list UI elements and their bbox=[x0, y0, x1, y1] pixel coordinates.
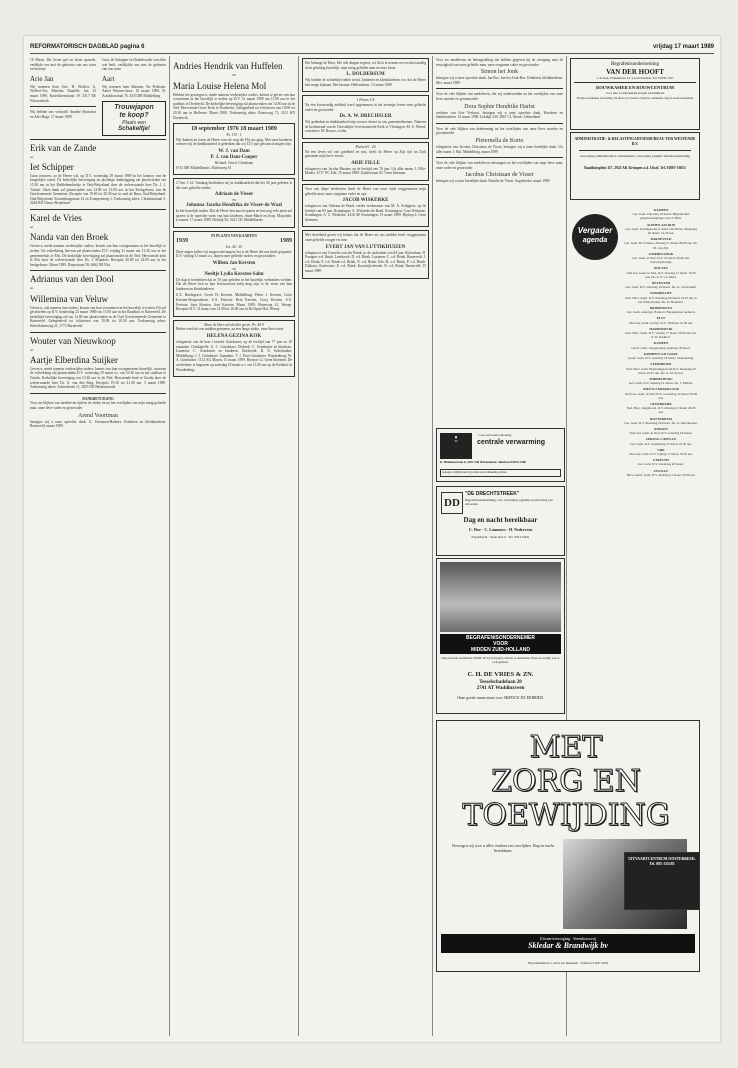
wedding-name: Andries Hendrik van Huffelen bbox=[173, 61, 283, 71]
column-4: Voor uw medeleven en belangstelling dat hebben gegeven bij de overgang naar de eeuwigheid van onze geliefde man, onze zorgzame vader en grootvader Simon het Jonk betuigen wij u onze oprechte dank. Jan Bos. Jan het Jonk-Bos. Kinderen, kleinkinderen. Mei, maart 1989 Voor de vele blijken van medeleven, die wij ondervonden na het overlijden van onze lieve moeder en grootmoeder Dora Sophie Hendrike Harfst weduwe van Arie Verhorst, betuigen wij u onze oprechte dank. Kinderen en kleinkinderen. 15 maart 1989. Lekdijk 330. 2867 CL Nieuw-Lekkerland Voor de vele blijken van deelneming na het overlijden van onze lieve moeder en grootmoeder Pieternella de Korte echtgenote van Jacobus Christiaan de Visser, betuigen wij u onze hartelijke dank. Uit aller naam: J. Bal. Middelburg, maart 1989 Voor de vele blijken van medeleven ontvangen na het overlijden van mijn lieve man, onze vader en grootvader Jacobus Christiaan de Visser betuigen wij u onze hartelijke dank. Familie de Visser. Aagtekerke, maart 1989 bbox=[436, 58, 563, 184]
agenda-place: KAMPEN bbox=[653, 341, 669, 346]
anniversary-notice: 2 Tim. 1:14. Vandaag herdenken wij in dankbaarheid dat het 40 jaar geleden is dat onze geliefde ouders Adriaan de Visser en Johanna Jacoba Hendrika de Visser-de Waal In het huwelijk traden. Dat de Heere hen mocht sparen en hen nog vele jaren zal sparen is de oprechte wens van hun kinderen. Anne-Marie en Joop. Marjolein. Leonard. 17 maart 1989. Hofdijk 56, 3241 CK Middelharnis bbox=[173, 178, 295, 228]
agenda-entry: Ger. Gem. Zondagsschool: Anna van Buren. Maandag 20 maart, 19.30 uur. bbox=[625, 226, 697, 236]
obituary-notice: Voor ons diepe leedwezen heeft de Heere van onze zijde weggenomen mijn geliefde man, onze zorgzame vader en opa JACOB WISKERKE echtgenoot van Adriana de Braal, eerder weduwnaar van M. A. Schippers, op de leeftijd van 85 jaar. Kruiningen: A. Wiskerke-de Braal. Kruiningen: Cora Wiskerke. Kruiningen: A. C. Wiskerke. 4416 AE Kruiningen, 15 maart 1989. Bijdorp 4. Geen bloemen. bbox=[302, 184, 429, 228]
agenda-place: DRIEBERGEN bbox=[649, 306, 673, 311]
agenda-entry: Oud Ger. Gem. in Ned. D.V. dinsdag 21 maart 19.30 uur. Ds. A. P. v.d. Meer. bbox=[626, 270, 696, 279]
column-divider bbox=[432, 56, 433, 1036]
vanderhooft-ad: Begrafenisonderneming VAN DER HOOFT J. de Kok, Prunusstraat 25, 's-Gravenzande. Tel. 01830-1617 ROUWKAMER EN ROUWCENTRUM voor alle voorkomende zorgen beschikbaar Tevens rouwkamer en koeling om thuis op te baren. Overal te ontbieden, dag en nacht bereikbaar. bbox=[570, 58, 700, 130]
obituary-notice: Het behaagt de Heer, Die alle dingen regeert, tot Zich te nemen na een kortstondig doch gelukkig huwelijk, mijn innig geliefde man en onze broer L. DOLDERSUM Wij bidden de achterblijvenden troost, kinderen en kleinkinderen toe, dat de Heere hen moge bijstaan. Het bestuur. Hellendoorn, 15 maart 1989 bbox=[302, 58, 429, 92]
agenda-entry: Ger. Gem. D.V. maandag 20 maart. bbox=[637, 462, 685, 467]
agenda-entry: Ger. Gem. in Ned. D.V. 16 maart 20.00 uur. Jaarvergadering. bbox=[632, 256, 690, 265]
birth-notice-2: Gaat, de Schepper en Onderhouder van alles wat leeft, verblijdde ons met de geboorte van ons zoon Aart Wij noemen hem Maarten. En Probsten. Aartel Prinsen-Jasse. 10 maart 1989. W. Arnoldusstraat 76. 4333 DB Middelburg Trouwjapon te koop? Plaats een Schakeltje! bbox=[102, 58, 166, 136]
agenda-place: OUDERKERK bbox=[650, 401, 672, 406]
agenda-place: RIJSSEN bbox=[654, 426, 668, 431]
agenda-place: NIEUW-LEKKERLAND bbox=[643, 387, 679, 392]
devries-banner: BEGRAFENISONDERNEMER VOOR MIDDEN ZUID-HOLLAND bbox=[440, 634, 561, 654]
birth-notice: 18 Maart. Die leven gaf en leven spaarde, verblijde ons met de geboorte van ons zoon en broertje Arie Jan Wij noemen hem Arie. H. Wolfert. A. Wolfert-Vos. Marieke. Daniëlle. Jan. 13 maart 1989. Kruisbloemstraat 19. 3317 NE Nieuwerkerk Wij hebben ons verloofd: Anneke Bostelaar en Adri Hage. 17 maart 1989 bbox=[30, 58, 96, 119]
obituary-notice: Maar de Heer zal ulieden geven. Ps. 46:9 Heden werd uit ons midden genomen, na een lange ziekte, onze lieve tante HELENA GEZINA KOK echtgenote van de heer Cornelis Grinduizer, op de leeftijd van 77 jaar en 10 maanden. Oostkapelle: G. C. Grinduizer. Dishoek: C. Grinduizer en kinderen. Lunteren: C. Grinduizer en kinderen. Dordrecht: B. N. Schrolanker. Middelburg: J. J. Grinduizer. Zaandam: T. J. Post-Grinduizer. Woudenberg: W. A. Grinduizer. 1114 AG Maarn, 15 maart 1989. Rietsyn 12. Geen bloemen. De overledene is begraven op zaterdag 18 maart a.s. om 11.00 uur op de Kerkhof in Woudenberg. bbox=[173, 320, 295, 377]
agenda-place: LEERBROEK bbox=[650, 362, 672, 367]
agenda-place: MIDDELBURG bbox=[649, 376, 673, 381]
agenda-entry: Oud Ger. Gem. D.V. vrijdag 17 maart 19.30 uur. bbox=[629, 451, 693, 456]
agenda-entry: Ger. Gem. Zaterdag 18 maart: Bijeenkomst jeugdverenigingen. Ds. P. Blok. bbox=[632, 212, 690, 221]
agenda-place: KRIMPEN A/D IJSSEL bbox=[643, 351, 679, 356]
agenda-place: DORDRECHT bbox=[650, 291, 672, 296]
agenda-entry: Oud Ger. Gem. in Ned. D.V. woensdag 22 maart 20.00 uur. bbox=[624, 391, 698, 400]
drechtstreek-logo: DD bbox=[441, 492, 463, 514]
column-divider bbox=[169, 56, 170, 1036]
wedding-name: Wouter van Nieuwkoop bbox=[30, 335, 116, 346]
building-photo bbox=[440, 562, 561, 632]
drechtstreek-ad: DD "DE DRECHTSTREEK" Begrafenisonderneming, voor verzorging, regeling en uitvoering van uitvaarten Dag en nacht bereikbaar C. Wor · C. Lommers · H. Nederveen Papendrecht · Oude Veer 9 · Tel. 078-152941 bbox=[436, 486, 565, 556]
agenda-place: URK bbox=[657, 447, 665, 452]
newspaper-page bbox=[24, 36, 720, 1042]
agenda-place: DEVENTER bbox=[651, 281, 671, 286]
church-agenda-list bbox=[624, 206, 698, 846]
agenda-entry: Oud Ger. Gem. in Ned. D.V. zaterdag 18 maart. bbox=[629, 431, 693, 436]
agenda-entry: Ger. Gem. De Schutse, dinsdag 21 maart 20.00 uur. Ds. M. van Zijl. bbox=[624, 241, 698, 250]
trouwjapon-ad: Trouwjapon te koop? Plaats een Schakeltje! bbox=[102, 101, 166, 136]
agenda-entry: Ger. Gem. D.V. dinsdag 21 maart. Ds. J. Mulder. bbox=[628, 381, 694, 386]
obituary-notice: 1 Petrus 5:4 Na een kortstondig ziekbed werd opgenomen in het eeuwige leven onze geliefde vader en grootvader Ds. A. W. DRECHSLER Wij gedenken in dankbaarheid zijn trouwe dienst in ons gemeentebestuur. Namens de kerkenraad van de Christelijke Gereformeerde Kerk te Vlissingen: M. A. Weerd, voorzitter; M. Rouws, scriba bbox=[302, 95, 429, 139]
agenda-place: HARDERWIJK bbox=[649, 326, 673, 331]
wedding-name: Aartje Elberdina Suijker bbox=[30, 354, 118, 365]
agenda-entry: Ned. Herv. Jeugdbond. D.V. dinsdag 21 maart 20.00 uur. bbox=[626, 406, 696, 415]
agenda-entry: Herv. Geref. Gem. D.V. dinsdag 21 maart 20.00 uur. bbox=[626, 472, 696, 477]
agenda-place: ZWOLLE bbox=[653, 468, 669, 473]
werkendam-logo: ◼ W bbox=[440, 433, 472, 459]
page-header bbox=[30, 42, 714, 54]
obituary-notice: Psalm 63 : 26 Na een leven vol van goedheid en rust, heeft de Heere op Zijn tijd tot Zich genomen mijn lieve vrouw ARIE FILLE echtgenoot van Jacoba Maaters op de leeftijd van 76 jaar. Uit aller naam: J. Fille-Maters. 6717 NC Ede, 15 maart 1989. Zuiderstraat 63. Geen bloemen. bbox=[302, 142, 429, 181]
agenda-entry: Geref. Gem. D.V. zaterdag 18 maart. Vergadering. bbox=[627, 356, 695, 361]
birth-name: Arie Jan bbox=[30, 74, 54, 83]
wedding-name: Iet Schipper bbox=[30, 161, 74, 172]
agenda-place: UTRECHT bbox=[652, 458, 670, 463]
agenda-place: ROTTERDAM bbox=[650, 416, 672, 421]
oosterbeek-ad: UITVAARTCENTRUM OOSTERBEEK. Tel. 085-335183 bbox=[624, 852, 700, 910]
agenda-entry: Ned. Herv. Gem. Bezinningsavond D.V. maandag 20 maart 19.45 uur. Ds. A. M. Kroon. bbox=[626, 366, 696, 375]
header-right: vrijdag 17 maart 1989 bbox=[652, 44, 714, 50]
agenda-place: SPRANG-CAPELLE bbox=[645, 437, 677, 442]
agenda-entry: Ger. Gem. D.V. donderdag 23 maart 19.30 uur. bbox=[630, 441, 692, 446]
zorg-headline: MET ZORG EN TOEWIJDING bbox=[462, 730, 670, 833]
jubilee-notice: 18 september 1976 18 maart 1989 Ps. 119 : 1 Wij danken en loven de Heere voor de weg die Hij ons ging. Met onze kinderen wensen wij de dankbaarheid te gedenken dat wij 12½ jaar getrouwd mogen zijn. W. J. van Dam P. J. van Dam-Cooper Richard. Gerrit. Christiaan 6741 MR Middelharnis. Molenweg 61 bbox=[173, 123, 295, 175]
agenda-entry: Ned. Herv. Kerk. D.V. vrijdag 17 maart 20.00 uur. Ds. P. W. Kerkhof. bbox=[625, 331, 697, 340]
vergader-agenda-logo: Vergader agenda bbox=[570, 206, 620, 266]
agenda-place: ALPHEN A/D RIJN bbox=[646, 222, 676, 227]
agenda-entry: Oud Ger. Gem. in Ned. D.V. 18 maart 14.30 uur. bbox=[628, 320, 694, 325]
agenda-place: KAMPEN bbox=[653, 208, 669, 212]
westende-ad: ADMINISTRATIE- & BELASTINGADVIESBUREAU TER WESTENDE B.V. verzorging administratieve ondernemers, verzorging aangifte inkomstenbelasting Raadhuisplein 117, 2922 AK Krimpen a.d. IJssel. Tel. 01807-16655 bbox=[570, 132, 700, 200]
agenda-entry: Ned. Herv. Kerk. D.V. maandag 20 maart 19.45 uur in het Witte Kerkje. Ds. D. Hoekstra. bbox=[625, 295, 697, 304]
golden-anniversary-notice: IN PLAATS VAN KAARTEN 1939 1989 Jes. 46 : 10 Deze zegen zullen wij mogen ontvangen; het is de Heere die ons heeft gespaard. D.V. vrijdag 31 maart a.s. hopen onze geliefde ouders en grootouders Willem Jan Kersten en Neeltje Lydia Kersten-Salm De dag te herdenken dat ze 50 jaar geleden in het huwelijk verbonden werden. Dat de Heere hen in hun levensavond nabij mag zijn, is de wens van hun kinderen en kleinkinderen. Z.A. Hardegrave: Gerrit H. Kersten. Middelburg: Pieter J. Kersten, Corla Kersten-Hoogendoorn. S.A. Pretoria: Rein Kersten, Corry Kersten. S.A. Pretoria: Sara Kersten, Aart Kersten. Maart 1989. Waterweg 41, Wezep. Receptie D.V. 31 maart van 14.00 tot 16.00 uur in De Open Hof, Wezep bbox=[173, 231, 295, 317]
column-2: Andries Hendrik van Huffelen en Maria Louise Helena Mol Hebben het genoegen u, mede namens wederzijdse ouders, kennis te geven van hun voornemen in het huwelijk te treden op D.V. 31 maart 1989 om 11.00 uur in het stadhuis te Dordrecht. De kerkelijke bevestiging zal plaatsvinden om 14.00 uur in de Ned. Hervormde Grote Kerk te Dordrecht. Gelegenheid tot feliciteren van 19.00 tot 20.30 uur in Bellevue. Maart 1989. Toekomstig adres: Patersweg 71, 3311 KN Dordrecht 18 september 1976 18 maart 1989 Ps. 119 : 1 Wij danken en loven de Heere voor de weg die Hij ons ging. Met onze kinderen wensen wij de dankbaarheid te gedenken dat wij 12½ jaar getrouwd mogen zijn. W. J. van Dam P. J. van Dam-Cooper Richard. Gerrit. Christiaan 6741 MR Middelharnis. Molenweg 61 2 Tim. 1:14. Vandaag herdenken wij in dankbaarheid dat het 40 jaar geleden is dat onze geliefde ouders Adriaan de Visser en Johanna Jacoba Hendrika de Visser-de Waal In het huwelijk traden. Dat de Heere hen mocht sparen en hen nog vele jaren zal sparen is de oprechte wens van hun kinderen. Anne-Marie en Joop. Marjolein. Leonard. 17 maart 1989. Hofdijk 56, 3241 CK Middelharnis IN PLAATS VAN KAARTEN 1939 1989 Jes. 46 : 10 Deze zegen zullen wij mogen ontvangen; het is de Heere die ons heeft gespaard. D.V. vrijdag 31 maart a.s. hopen onze geliefde ouders en grootouders Willem Jan Kersten en Neeltje Lydia Kersten-Salm De dag te herdenken dat ze 50 jaar geleden in het huwelijk verbonden werden. Dat de Heere hen in hun levensavond nabij mag zijn, is de wens van hun kinderen en kleinkinderen. Z.A. Hardegrave: Gerrit H. Kersten. Middelburg: Pieter J. Kersten, Corla Kersten-Hoogendoorn. S.A. Pretoria: Rein Kersten, Corry Kersten. S.A. Pretoria: Sara Kersten, Aart Kersten. Maart 1989. Waterweg 41, Wezep. Receptie D.V. 31 maart van 14.00 tot 16.00 uur in De Open Hof, Wezep Maar de Heer zal ulieden geven. Ps. 46:9 Heden werd uit ons midden genomen, na een lange ziekte, onze lieve tante HELENA GEZINA KOK echtgenote van de heer Cornelis Grinduizer, op de leeftijd van 77 jaar en 10 maanden. Oostkapelle: G. C. Grinduizer. Dishoek: C. Grinduizer en kinderen. Lunteren: C. Grinduizer en kinderen. Dordrecht: B. N. Schrolanker. Middelburg: J. J. Grinduizer. Zaandam: T. J. Post-Grinduizer. Woudenberg: W. A. Grinduizer. 1114 AG Maarn, 15 maart 1989. Rietsyn 12. Geen bloemen. De overledene is begraven op zaterdag 18 maart a.s. om 11.00 uur op de Kerkhof in Woudenberg. bbox=[173, 58, 295, 1038]
agenda-entry: Ger. Gem. D.V. maandag 20 maart. Ds. A. Moerkerken. bbox=[624, 420, 698, 425]
agenda-place: BOLNES bbox=[654, 266, 668, 271]
agenda-entry: Ger. Gem. D.V. zaterdag 18 maart. Ds. A. van Roekel. bbox=[625, 285, 697, 290]
zorg-banner: Uitvaartverzorging · Steenhouwerij Skledar & Brandwijk bv bbox=[441, 934, 695, 953]
wedding-name: Karel de Vries bbox=[30, 213, 82, 224]
agenda-place: SOMMELSDIJK bbox=[648, 251, 674, 256]
agenda-place: BARNEVELD bbox=[650, 237, 672, 242]
column-3 bbox=[302, 58, 429, 1038]
agenda-entry: Ger. Gem. zaterdag 18 maart. Bijeenkomst ouderen. bbox=[626, 310, 696, 315]
wedding-name: Willemina van Veluw bbox=[30, 293, 108, 304]
column-1: 18 Maart. Die leven gaf en leven spaarde, verblijde ons met de geboorte van ons zoon en broertje Arie Jan Wij noemen hem Arie. H. Wolfert. A. Wolfert-Vos. Marieke. Daniëlle. Jan. 13 maart 1989. Kruisbloemstraat 19. 3317 NE Nieuwerkerk Wij hebben ons verloofd: Anneke Bostelaar en Adri Hage. 17 maart 1989 Gaat, de Schepper en Onderhouder van alles wat leeft, verblijdde ons met de geboorte van ons zoon Aart Wij noemen hem Maarten. En Probsten. Aartel Prinsen-Jasse. 10 maart 1989. W. Arnoldusstraat 76. 4333 DB Middelburg Trouwjapon te koop? Plaats een Schakeltje! Erik van de Zande en Iet Schipper Gaan trouwen, zo de Heere wil, op D.V. woensdag 29 maart 1989 in het kantoor van de burgerlijke stand. De kerkelijke bevestiging en plechtige dankzegging zal plaatsvinden om 15.30 uur in het Bethlehemkerkje te Oud-Beijerland door de weleerwaarde heer Ds. J. J. Tuinier. Onze dank zal plaatsvinden van 14.00 tot 15.00 uur in het Kerkgebouw van de Gereformeerde Gemeente. Receptie van 19.00 tot 20.30 uur in zaal de Bron, Oud-Beijerland. Oud-Beijerland: Kronenburgstraat 14 en Trompetsteeg 1. Toekomstig adres: Christinastraat 5, 3264 RD Nieuw-Beijerland Karel de Vries en Nanda van den Broek Geven u, mede namens wederzijdse ouders, kennis van hun voorgenomen in het huwelijk te treden. De voltrekking hiervan zal plaatsvinden D.V. vrijdag 31 maart om 13.30 uur in het gemeentehuis te Elst. De kerkelijke bevestiging zal plaatsvinden in de Ned. Hervormde kerk te Elst door de weleerwaarde heer Ds. J. Mijnders. Receptie 20.00 tot 22.00 uur in het kerkgebouw. Maart 1989. Dorpsstraat 58, 6662 NE Elst Adrianus van den Dool en Willemina van Veluw Geven u, ook namens hun ouders, kennis van hun voornemen in het huwelijk te treden. Dit zal geschieden op D.V. donderdag 23 maart 1989 om 11.00 uur in het Raadhuis te Barneveld. De kerkelijke bevestiging zal om 14.00 uur plaatsvinden in de Oud Gereformeerde Gemeente te Barneveld. Gelegenheid tot feliciteren van 19.00 tot 20.30 uur. Toekomstig adres: Hoevelakenweg 21, 3772 Barneveld Wouter van Nieuwkoop en Aartje Elberdina Suijker Geven u, mede namens wederzijdse ouders, kennis van hun voorgenomen huwelijk, waarvan de voltrekking zal plaatsvinden D.V. woensdag 29 maart a.s. om 10.30 uur in het stadhuis te Gouda. Kerkelijke bevestiging om 13.30 uur in de Ned. Hervormde kerk te Gouda door de weleerwaarde heer Ds. A. van den Berg. Receptie 19.30 tot 21.00 uur. 3 maart 1989. Toekomstig adres: Achterbroek 11, 2825 ND Berkenwoude DANKBETUIGING Voor uw blijken van medeleven tijdens de ziekte en na het overlijden van mijn innig geliefde man, onze lieve vader en grootvader Arend Voortman betuigen wij u onze oprechte dank. G. Voortman-Harbers. Kinderen en kleinkinderen. Barneveld, maart 1989 bbox=[30, 58, 166, 429]
obituary-notice: Met droefheid geven wij kennis dat de Heere uit ons midden heeft weggenomen onze geliefde zwager en oom EVERT JAN VAN LUTTIKHUIZEN echtgenoot van Cornelia van der Brink, in de ouderdom van 84 jaar. Rotterdam: D. Prangers-v.d. Brink. Leerbroek: D. v.d. Brink. Lunteren: C. v.d. Brink. Barneveld: J. v.d. Brink, F. v.d. Brink-v.d. Brink, N. v.d. Brink. Ede: H. v.d. Brink, P. v.d. Brink-Dijkstra. Oudewater: E. v.d. Brink. Kootwijkerbroek: R. v.d. Brink. Barneveld, 15 maart 1989 bbox=[302, 230, 429, 278]
dankbetuiging-title: DANKBETUIGING bbox=[82, 396, 114, 401]
wedding-name: Maria Louise Helena Mol bbox=[173, 80, 267, 91]
wedding-name: Adrianus van den Dool bbox=[30, 274, 114, 285]
column-divider bbox=[298, 56, 299, 1036]
header-left: REFORMATORISCH DAGBLAD pagina 6 bbox=[30, 44, 145, 50]
devries-ad: BEGRAFENISONDERNEMER VOOR MIDDEN ZUID-HOLLAND Dag en nacht bereikbaar 01828-14719 (5 lijnen). Overal te ontbieden. Prast en eerlijk, wat er ook gebeurt. C. H. DE VRIES & ZN. Tesselschadelaan 20 2741 AT Waddinxveen Onze goede naam staat voor SERVICE EN EERBIED. bbox=[436, 558, 565, 714]
werkendam-ad: ◼ W ...voor een totale oplossing centrale verwarming Ir. Blankenstraat 6, 4251 NR Werkendam. Telefoon 01835-2380 Gelegen vrijblijvend bij u thuis een vakkundig advies. bbox=[436, 428, 565, 482]
agenda-place: ELST bbox=[656, 316, 666, 321]
wedding-name: Nanda van den Broek bbox=[30, 232, 109, 243]
wedding-name: Erik van de Zande bbox=[30, 142, 97, 153]
zorg-ad: MET ZORG EN TOEWIJDING Verzorgen wij voor u alles rondom een overlijden. Dag en nacht bereikbaar. Uitvaartverzorging · Steenhouwerij Skledar & Brandwijk bv Nijverheidsstraat 1, 4231 AL Meerkerk · Telefoon 01837-2056 bbox=[436, 720, 700, 972]
agenda-entry: Geref. Gem. Jongerendag zaterdag 18 maart. bbox=[631, 345, 691, 350]
